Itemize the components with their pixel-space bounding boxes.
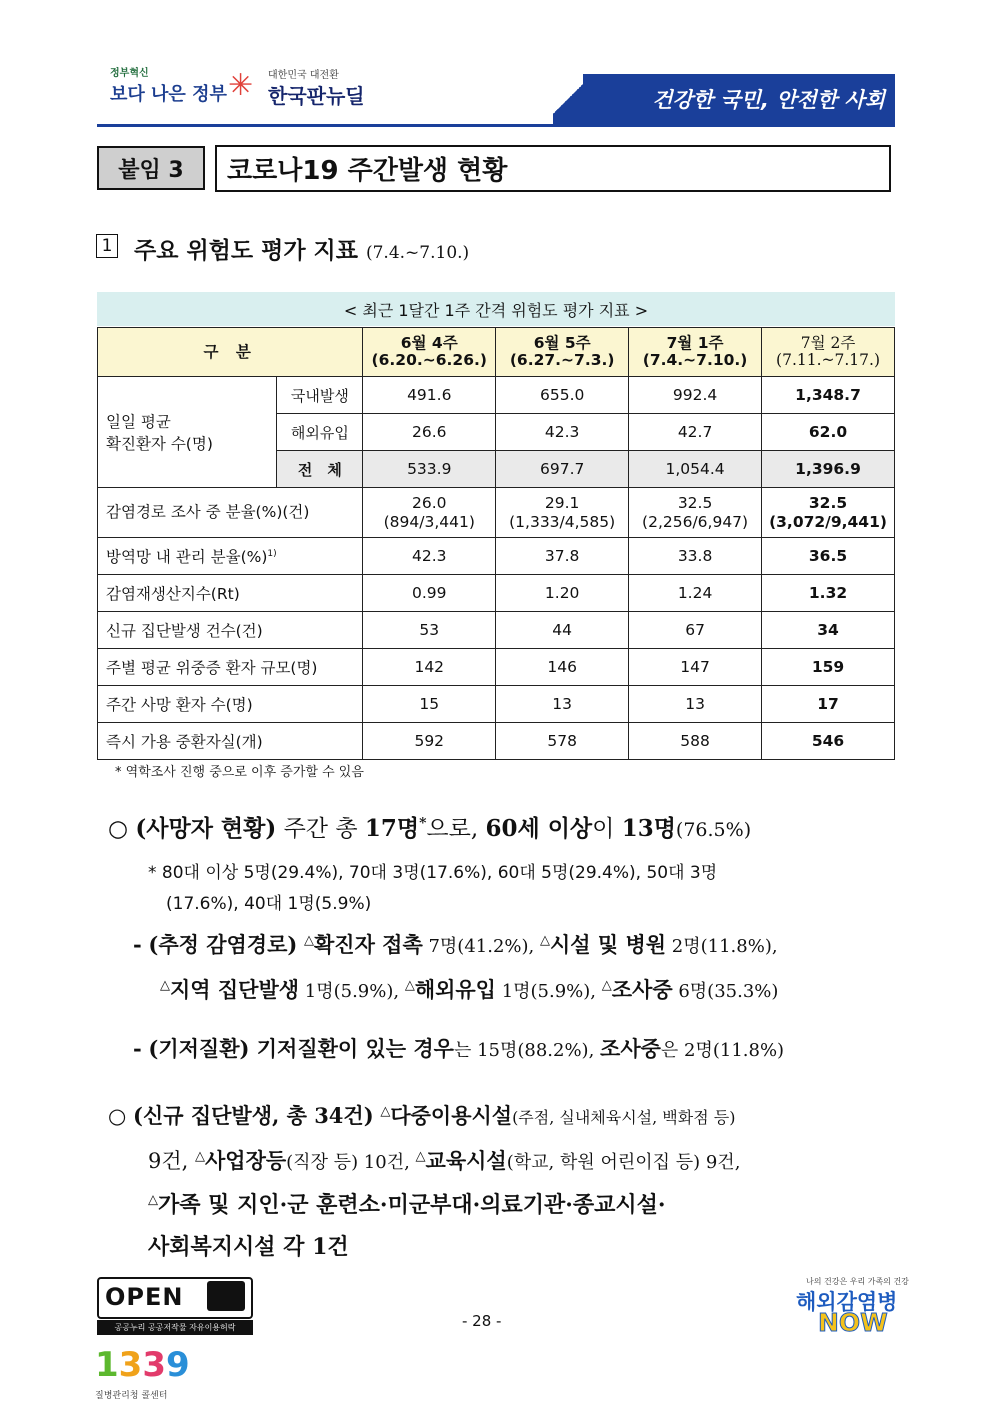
table-row: 신규 집단발생 건수(건) 53 44 67 34 bbox=[98, 612, 895, 649]
header-col-4: 7월 2주 (7.11.~7.17.) bbox=[762, 328, 895, 377]
death-age-note-line2: (17.6%), 40대 1명(5.9%) bbox=[166, 894, 372, 914]
table-row: 감염재생산지수(Rt) 0.99 1.20 1.24 1.32 bbox=[98, 575, 895, 612]
table-row: 감염경로 조사 중 분율(%)(건) 26.0 (894/3,441) 29.1 (1,333/4,585) 32.5 (2,256/6,947) 32.5 (3,072/9,441) bbox=[98, 488, 895, 538]
table-header-row bbox=[98, 328, 895, 377]
korean-new-deal-logo: ✳ 대한민국 대전환 한국판뉴딜 bbox=[228, 68, 365, 108]
header-category: 구 분 bbox=[98, 328, 363, 377]
header-col-1: 6월 4주 (6.20.~6.26.) bbox=[363, 328, 496, 377]
daily-cases-label: 일일 평균 확진환자 수(명) bbox=[98, 377, 277, 488]
infection-route-paragraph-line1: - (추정 감염경로) △확진자 접촉 7명(41.2%), △시설 및 병원 2명(11.8%), bbox=[133, 932, 778, 957]
section-period: (7.4.~7.10.) bbox=[365, 243, 470, 263]
section-number: 1 bbox=[96, 234, 118, 258]
header-divider bbox=[97, 124, 895, 127]
table-row: 주별 평균 위중증 환자 규모(명) 142 146 147 159 bbox=[98, 649, 895, 686]
header-col-2: 6월 5주 (6.27.~7.3.) bbox=[496, 328, 629, 377]
cluster-paragraph-line2: 9건, △사업장등(직장 등) 10건, △교육시설(학교, 학원 어린이집 등) 9건, bbox=[148, 1148, 741, 1173]
table-row: 즉시 가용 중환자실(개) 592 578 588 546 bbox=[98, 723, 895, 760]
new-deal-star-icon: ✳ bbox=[228, 68, 254, 103]
header-col-3: 7월 1주 (7.4.~7.10.) bbox=[629, 328, 762, 377]
table-row: 주간 사망 환자 수(명) 15 13 13 17 bbox=[98, 686, 895, 723]
slogan-banner bbox=[583, 74, 895, 124]
cluster-paragraph-line1: ○ (신규 집단발생, 총 34건) △다중이용시설(주점, 실내체육시설, 백화점 등) bbox=[108, 1103, 736, 1128]
page-title: 코로나19 주간발생 현황 bbox=[215, 145, 891, 192]
table-row: 해외유입 26.6 42.3 42.7 62.0 bbox=[98, 414, 895, 451]
table-row-total: 전 체 533.9 697.7 1,054.4 1,396.9 bbox=[98, 451, 895, 488]
death-age-note-line1: * 80대 이상 5명(29.4%), 70대 3명(17.6%), 60대 5명(29.4%), 50대 3명 bbox=[148, 863, 718, 883]
government-innovation-logo: 정부혁신 보다 나은 정부 bbox=[110, 68, 227, 105]
underlying-disease-paragraph: - (기저질환) 기저질환이 있는 경우는 15명(88.2%), 조사중은 2명(11.8%) bbox=[133, 1036, 785, 1061]
overseas-infection-now-logo: 나의 건강은 우리 가족의 건강 해외감염병 NOW bbox=[796, 1277, 909, 1337]
death-status-paragraph: ○ (사망자 현황) 주간 총 17명*으로, 60세 이상이 13명(76.5%) bbox=[108, 815, 752, 842]
open-license-logo: OPEN 공공누리 공공저작물 자유이용허락 bbox=[97, 1277, 253, 1335]
cluster-paragraph-line3: △가족 및 지인·군 훈련소·미군부대·의료기관·종교시설· bbox=[148, 1192, 666, 1218]
risk-indicator-table bbox=[97, 327, 895, 760]
table-footnote: * 역학조사 진행 중으로 이후 증가할 수 있음 bbox=[115, 765, 364, 780]
infection-route-paragraph-line2: △지역 집단발생 1명(5.9%), △해외유입 1명(5.9%), △조사중 6명(35.3%) bbox=[160, 977, 779, 1002]
table-row: 일일 평균 확진환자 수(명) 국내발생 491.6 655.0 992.4 1,348.7 bbox=[98, 377, 895, 414]
cluster-paragraph-line4: 사회복지시설 각 1건 bbox=[148, 1234, 349, 1260]
page-number: - 28 - bbox=[462, 1312, 502, 1330]
section-title: 주요 위험도 평가 지표 (7.4.~7.10.) bbox=[134, 238, 470, 264]
table-caption: < 최근 1달간 1주 간격 위험도 평가 지표 > bbox=[97, 292, 895, 326]
slogan-text: 건강한 국민, 안전한 사회 bbox=[652, 88, 885, 112]
attachment-tag: 붙임 3 bbox=[97, 146, 205, 190]
table-row: 방역망 내 관리 분율(%)$^{1)}$ 42.3 37.8 33.8 36.5 bbox=[98, 538, 895, 575]
callcenter-1339-logo: 1339 질병관리청 콜센터 bbox=[95, 1345, 190, 1401]
license-type-icon bbox=[207, 1281, 245, 1311]
